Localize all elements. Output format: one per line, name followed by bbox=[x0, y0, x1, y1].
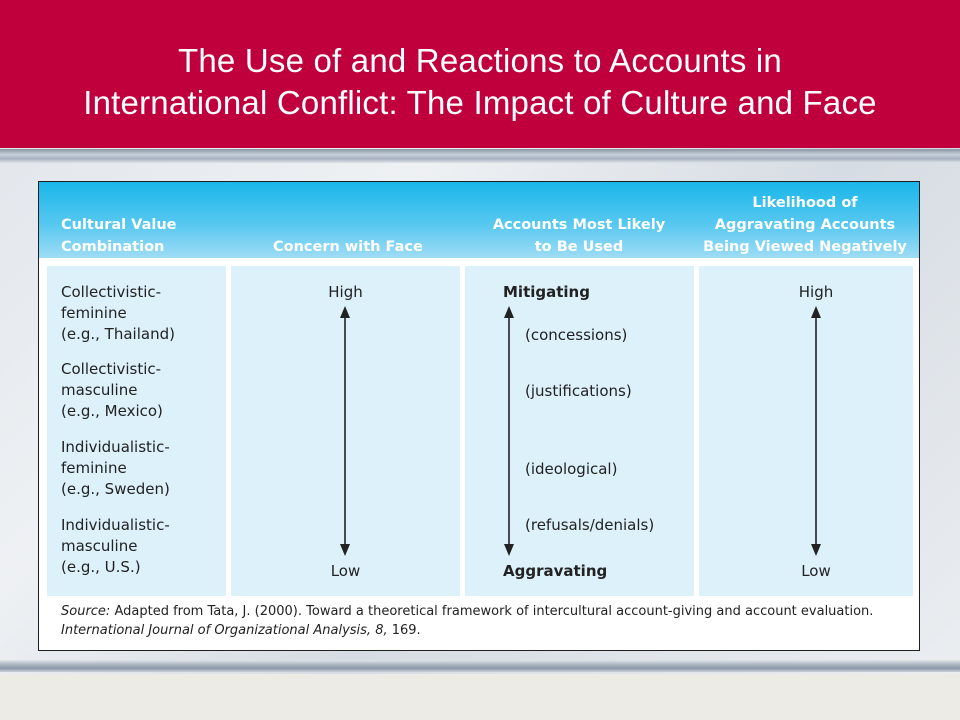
header-col4-line3: Being Viewed Negatively bbox=[703, 239, 907, 255]
account-item-1: (concessions) bbox=[525, 326, 628, 344]
combination-3-line2: feminine bbox=[61, 459, 127, 477]
combination-4-line1: Individualistic- bbox=[61, 516, 170, 534]
face-high-label: High bbox=[328, 283, 363, 301]
source-line-1 bbox=[61, 602, 911, 621]
header-col1-line1: Cultural Value bbox=[61, 217, 177, 233]
column-accounts bbox=[465, 266, 694, 596]
column-concern-with-face bbox=[231, 266, 460, 596]
combination-1-line2: feminine bbox=[61, 304, 127, 322]
accounts-bottom-label: Aggravating bbox=[503, 562, 608, 580]
column-likelihood bbox=[699, 266, 913, 596]
accounts-top-label: Mitigating bbox=[503, 283, 590, 301]
header-cultural-value bbox=[61, 214, 176, 258]
account-item-3: (ideological) bbox=[525, 460, 618, 478]
slide-title-line-1: The Use of and Reactions to Accounts in bbox=[178, 42, 782, 79]
culture-face-table bbox=[38, 181, 920, 651]
slide-title bbox=[0, 40, 960, 124]
slide-title-line-2: International Conflict: The Impact of Culture and Face bbox=[83, 84, 877, 121]
bottom-divider bbox=[0, 660, 960, 672]
face-double-arrow-icon bbox=[339, 306, 351, 556]
account-item-4: (refusals/denials) bbox=[525, 516, 655, 534]
header-col4-line2: Aggravating Accounts bbox=[714, 217, 896, 233]
header-col1-line2: Combination bbox=[61, 239, 165, 255]
combination-4-line3: (e.g., U.S.) bbox=[61, 558, 141, 576]
header-concern-with-face: Concern with Face bbox=[273, 239, 423, 255]
header-col3-line2: to Be Used bbox=[534, 239, 624, 255]
likelihood-low-label: Low bbox=[801, 562, 831, 580]
header-accounts-used bbox=[479, 214, 679, 258]
combination-1-line1: Collectivistic- bbox=[61, 283, 162, 301]
combination-3-line1: Individualistic- bbox=[61, 438, 170, 456]
source-note bbox=[61, 602, 911, 640]
combination-4-line2: masculine bbox=[61, 537, 138, 555]
column-cultural-value bbox=[47, 266, 226, 596]
header-col4-line1: Likelihood of bbox=[752, 195, 858, 211]
combination-3-line3: (e.g., Sweden) bbox=[61, 480, 170, 498]
combination-2 bbox=[61, 359, 163, 422]
source-lead: Source: bbox=[61, 604, 111, 619]
account-item-2: (justifications) bbox=[525, 382, 632, 400]
likelihood-double-arrow-icon bbox=[810, 306, 822, 556]
header-likelihood bbox=[701, 192, 909, 258]
likelihood-high-label: High bbox=[798, 283, 834, 301]
footer-strip bbox=[0, 674, 960, 720]
combination-1 bbox=[61, 282, 175, 345]
source-pages: 169. bbox=[387, 623, 421, 638]
combination-2-line1: Collectivistic- bbox=[61, 360, 162, 378]
combination-1-line3: (e.g., Thailand) bbox=[61, 325, 175, 343]
header-col3-line1: Accounts Most Likely bbox=[492, 217, 666, 233]
combination-3 bbox=[61, 437, 170, 500]
source-journal: International Journal of Organizational Analysis, 8, bbox=[61, 623, 388, 638]
accounts-double-arrow-icon bbox=[503, 306, 515, 556]
source-line-2 bbox=[61, 621, 911, 640]
combination-2-line3: (e.g., Mexico) bbox=[61, 402, 163, 420]
table-header bbox=[39, 182, 919, 258]
face-low-label: Low bbox=[330, 562, 361, 580]
top-divider bbox=[0, 149, 960, 163]
source-text: Adapted from Tata, J. (2000). Toward a theoretical framework of intercultural account-giving and account evaluation. bbox=[110, 604, 874, 619]
combination-4 bbox=[61, 515, 170, 578]
combination-2-line2: masculine bbox=[61, 381, 138, 399]
